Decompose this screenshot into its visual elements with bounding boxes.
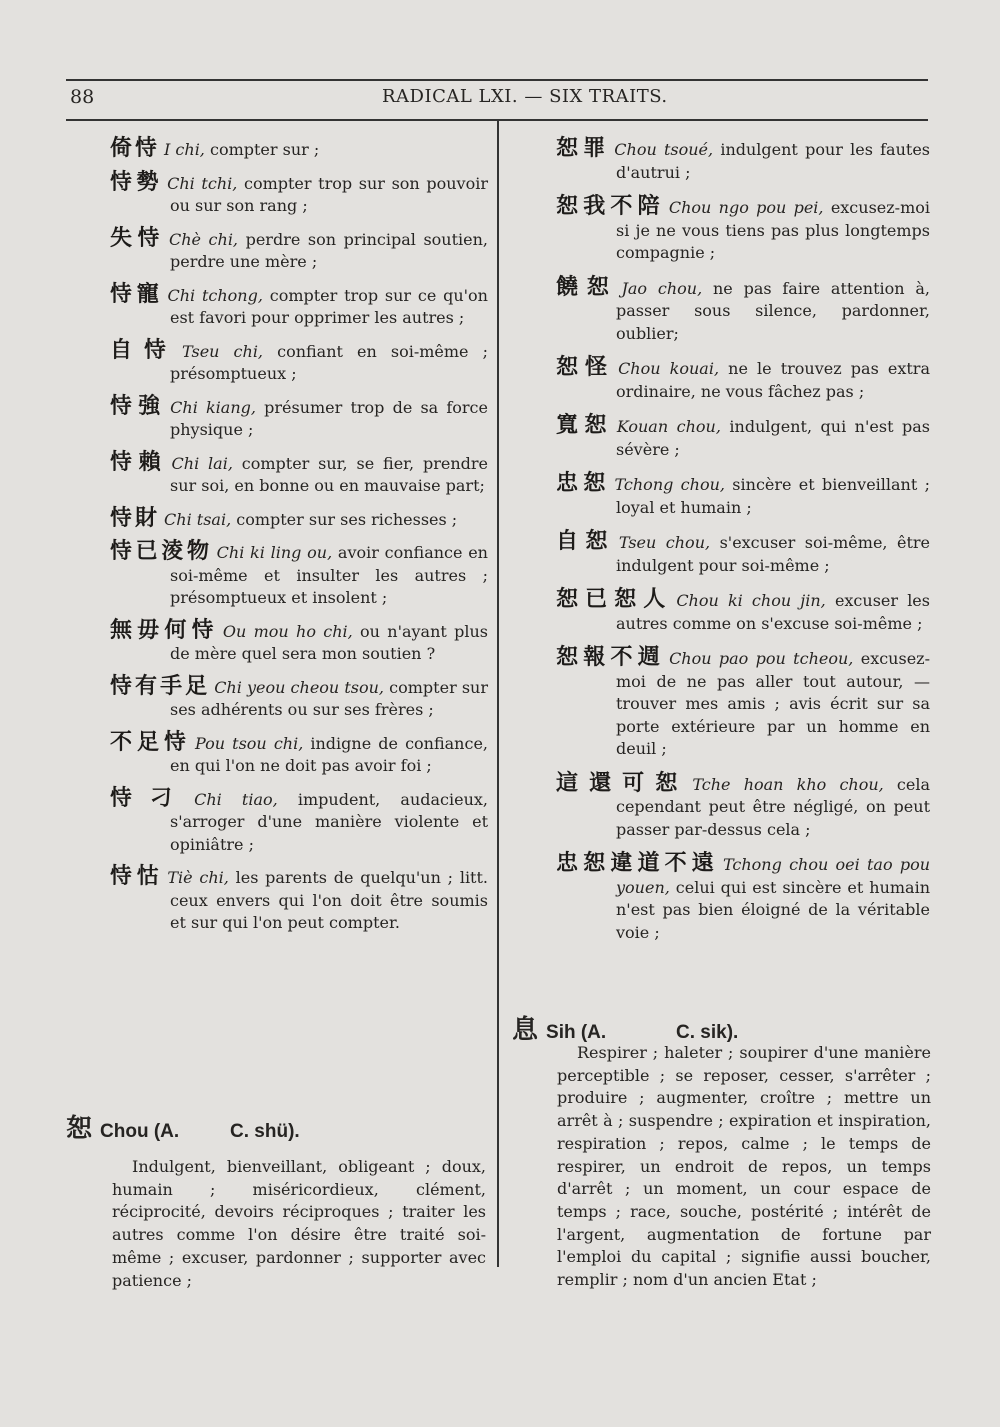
entry-chou-ki-chou-jin: 恕已恕人 Chou ki chou jin, excuser les autres comme on s'excuse soi-même ; [556,587,930,633]
left-column [110,138,488,945]
chou-character: 恕 [66,1114,93,1144]
right-column [556,138,930,956]
entry-tseu-chou: 自恕 Tseu chou, s'excuser soi-même, être indulgent pour soi-même ; [556,529,931,575]
page-number: 88 [70,86,95,108]
entry-tseu-chi: 自恃 Tseu chi, confiant en soi-même ; présomptueux ; [110,337,488,383]
entry-tche-hoan-kho-chou: 這還可恕 Tche hoan kho chou, cela cependant peut être négligé, on peut passer par-dessus cela ; [556,770,931,839]
sih-label-cantonese: C. sik). [676,1022,739,1043]
entry-chou-kouai: 恕怪 Chou kouai, ne le trouvez pas extra ordinaire, ne vous fâchez pas ; [556,355,930,401]
entry-chi-kiang: 恃強 Chi kiang, présumer trop de sa force physique ; [110,393,488,439]
entry-jao-chou: 饒恕 Jao chou, ne pas faire attention à, passer sous silence, pardonner, oublier; [556,274,930,343]
entry-tie-chi: 恃怙 Tiè chi, les parents de quelqu'un ; litt. ceux envers qui l'on doit être soumis et sur qui l'on peut compter. [110,864,488,932]
entry-che-chi: 失恃 Chè chi, perdre son principal soutien, perdre une mère ; [110,225,488,271]
sih-heading [512,1009,738,1046]
entry-chou-ngo-pou-pei: 恕我不陪 Chou ngo pou pei, excusez-moi si je ne vous tiens pas plus longtemps compagnie ; [556,194,931,262]
entry-i-chi: 倚恃 I chi, compter sur ; [110,136,320,161]
entry-kouan-chou: 寬恕 Kouan chou, indulgent, qui n'est pas sévère ; [556,413,930,459]
entry-ou-mou-ho-chi: 無毋何恃 Ou mou ho chi, ou n'ayant plus de mère quel sera mon soutien ? [110,617,488,663]
entry-chi-ki-ling-ou: 恃已淩物 Chi ki ling ou, avoir confiance en soi-même et insulter les autres ; présomptueux et insolent ; [110,539,488,607]
entry-chou-pao-pou-tcheou: 恕報不週 Chou pao pou tcheou, excusez-moi de ne pas aller tout autour, — trouver mes amis ; avis écrit sur sa porte extérieure par un homme en deuil ; [556,645,930,758]
chou-definition: Indulgent, bienveillant, obligeant ; doux, humain ; miséricordieux, clément, réciprocité, devoirs réciproques ; traiter les autres comme l'on désire être traité soi-même ; excuser, pardonner ; supporter avec patience ; [112,1157,486,1290]
entry-chi-tchong: 恃寵 Chi tchong, compter trop sur ce qu'on est favori pour opprimer les autres ; [110,281,488,327]
column-divider [497,121,499,1267]
chou-label: Chou (A. [100,1121,180,1142]
sih-definition: Respirer ; haleter ; soupirer d'une manière perceptible ; se reposer, cesser, s'arrêter ; produire ; augmenter, croître ; mettre un arrêt à ; suspendre ; expiration et inspiration, respiration ; repos, calme ; le temps de respirer, un endroit de repos, un temps d'arrêt ; un moment, un cour espace de temps ; race, souche, postérité ; intérêt de l'argent, augmentation de fortune par l'emploi du capital ; signifie aussi boucher, remplir ; nom d'un ancien Etat ; [557,1043,931,1290]
entry-chi-yeou-cheou-tsou: 恃有手足 Chi yeou cheou tsou, compter sur ses adhérents ou sur ses frères ; [110,673,489,719]
entry-chi-tiao: 恃刁 Chi tiao, impudent, audacieux, s'arroger d'une manière violente et opiniâtre ; [110,785,488,854]
entry-chi-lai: 恃賴 Chi lai, compter sur, se fier, prendre sur soi, en bonne ou en mauvaise part; [110,449,489,495]
sih-character: 息 [512,1015,539,1045]
entry-chi-tchi: 恃勢 Chi tchi, compter trop sur son pouvoir ou sur son rang ; [110,169,488,215]
entry-tchong-chou-oei-tao: 忠恕違道不遠 Tchong chou oei tao pou youen, celui qui est sincère et humain n'est pas bien éloigné de la véritable voie ; [556,851,930,942]
chou-heading [66,1108,300,1145]
sih-label: Sih (A. [546,1022,607,1043]
entry-tchong-chou: 忠恕 Tchong chou, sincère et bienveillant ; loyal et humain ; [556,471,931,517]
chou-label-cantonese: C. shü). [230,1121,300,1142]
entry-chou-tsoue: 恕罪 Chou tsoué, indulgent pour les fautes d'autrui ; [556,136,931,182]
entry-chi-tsai: 恃財 Chi tsai, compter sur ses richesses ; [110,505,458,531]
header-rule-top [66,79,928,81]
page-title: RADICAL LXI. — SIX TRAITS. [382,86,668,107]
entry-pou-tsou-chi: 不足恃 Pou tsou chi, indigne de confiance, en qui l'on ne doit pas avoir foi ; [110,729,488,775]
